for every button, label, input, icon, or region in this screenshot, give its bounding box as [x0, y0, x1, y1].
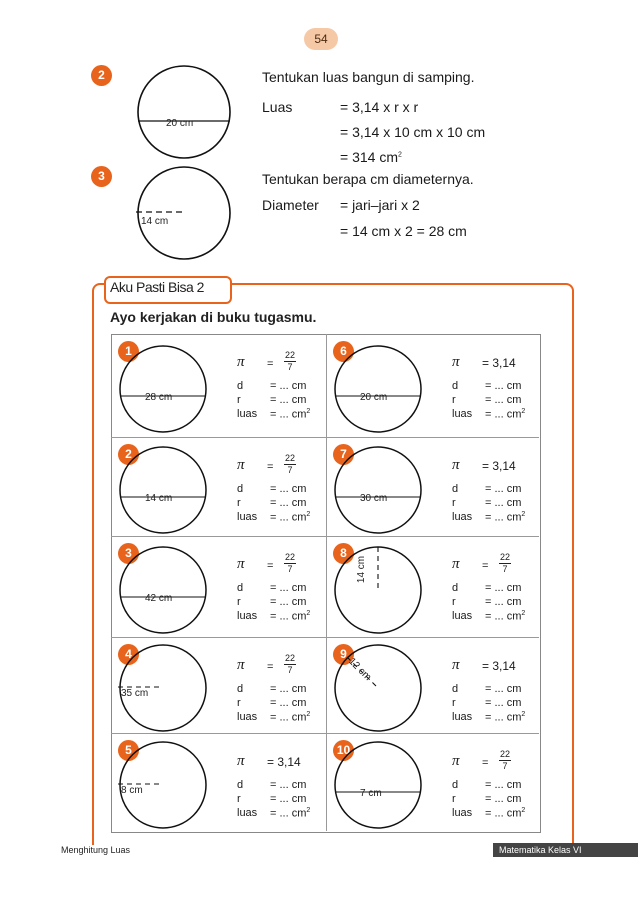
- formula-row-label: r: [237, 596, 241, 608]
- formula-row-answer: = ... cm: [270, 497, 307, 509]
- formula-row-answer: = ... $cm^2$: [270, 610, 311, 623]
- grid-divider: [111, 733, 539, 734]
- pi-symbol: π: [452, 457, 460, 473]
- formula-row-answer: = ... cm: [270, 596, 307, 608]
- exercise-measure-label: 8 cm: [121, 785, 143, 796]
- pi-fraction-denominator: 7: [287, 362, 293, 372]
- formula-row-label: d: [452, 582, 459, 594]
- formula-row-answer: = ... cm: [485, 497, 522, 509]
- example-2-step-3: = 314 $cm^2$: [340, 149, 402, 165]
- grid-divider: [111, 637, 539, 638]
- section-instruction: Ayo kerjakan di buku tugasmu.: [110, 309, 317, 325]
- example-2-prompt: Tentukan luas bangun di samping.: [262, 69, 475, 85]
- exercise-measure-label: 20 cm: [360, 391, 388, 403]
- formula-row-label: d: [237, 380, 244, 392]
- pi-fraction-numerator: 22: [284, 453, 295, 463]
- section-title: Aku Pasti Bisa 2: [110, 279, 204, 295]
- formula-row-answer: = ... $cm^2$: [270, 711, 311, 724]
- pi-equals: =: [482, 757, 489, 769]
- grid-divider: [326, 334, 327, 831]
- pi-fraction-numerator: 22: [499, 552, 510, 562]
- formula-row-label: luas: [237, 511, 258, 523]
- example-3-step-1: = jari–jari x 2: [340, 197, 420, 213]
- exercise-number-badge: 2: [118, 444, 139, 465]
- formula-row-label: r: [452, 697, 456, 709]
- formula-row-label: d: [452, 779, 459, 791]
- formula-row-label: r: [237, 697, 241, 709]
- exercise-circle: [118, 545, 208, 635]
- pi-symbol: π: [452, 556, 460, 572]
- formula-row-answer: = ... $cm^2$: [485, 807, 526, 820]
- formula-row-answer: = ... cm: [485, 380, 522, 392]
- pi-symbol: π: [237, 657, 245, 673]
- formula-row-answer: = ... cm: [270, 380, 307, 392]
- exercise-measure-label: 12 cm: [346, 655, 374, 684]
- formula-row-label: r: [237, 793, 241, 805]
- formula-row-answer: = ... cm: [485, 394, 522, 406]
- pi-equals: =: [267, 461, 274, 473]
- pi-fraction-denominator: 7: [287, 465, 293, 475]
- formula-row-label: d: [452, 683, 459, 695]
- pi-decimal: = 3,14: [267, 755, 301, 769]
- pi-equals: =: [267, 358, 274, 370]
- pi-symbol: π: [237, 354, 245, 370]
- exercise-circle: [333, 545, 423, 635]
- pi-fraction-denominator: 7: [502, 761, 508, 771]
- formula-row-label: luas: [452, 610, 473, 622]
- pi-fraction-numerator: 22: [284, 350, 295, 360]
- formula-row-answer: = ... $cm^2$: [485, 711, 526, 724]
- example-3-prompt: Tentukan berapa cm diameternya.: [262, 171, 474, 187]
- pi-decimal: = 3,14: [482, 356, 516, 370]
- formula-row-label: r: [237, 497, 241, 509]
- exercise-number-badge: 5: [118, 740, 139, 761]
- exercise-circle: [333, 740, 423, 830]
- formula-row-label: luas: [452, 408, 473, 420]
- formula-row-answer: = ... cm: [485, 697, 522, 709]
- exercise-measure-label: 14 cm: [356, 555, 368, 583]
- formula-row-label: luas: [452, 511, 473, 523]
- example-2-step-1: = 3,14 x r x r: [340, 99, 419, 115]
- pi-fraction-numerator: 22: [284, 653, 295, 663]
- formula-row-answer: = ... $cm^2$: [270, 408, 311, 421]
- formula-row-label: r: [452, 497, 456, 509]
- exercise-number-badge: 9: [333, 644, 354, 665]
- formula-row-answer: = ... cm: [270, 779, 307, 791]
- pi-symbol: π: [237, 556, 245, 572]
- formula-row-answer: = ... cm: [485, 596, 522, 608]
- formula-row-answer: = ... cm: [485, 779, 522, 791]
- formula-row-answer: = ... $cm^2$: [485, 511, 526, 524]
- example-2-diameter-label: 20 cm: [166, 118, 194, 129]
- exercise-number-badge: 10: [333, 740, 354, 761]
- exercise-measure-label: 30 cm: [360, 492, 388, 504]
- footer-chapter: Menghitung Luas: [61, 845, 131, 855]
- pi-symbol: π: [452, 657, 460, 673]
- formula-row-label: d: [237, 683, 244, 695]
- formula-row-answer: = ... cm: [270, 793, 307, 805]
- exercise-number-badge: 4: [118, 644, 139, 665]
- pi-equals: =: [267, 560, 274, 572]
- exercise-circle: [333, 344, 423, 434]
- formula-row-label: r: [452, 596, 456, 608]
- footer-book-title: Matematika Kelas VI: [493, 843, 638, 857]
- formula-row-label: d: [237, 582, 244, 594]
- formula-row-label: d: [237, 483, 244, 495]
- exercise-number-badge: 1: [118, 341, 139, 362]
- formula-row-label: luas: [237, 711, 258, 723]
- formula-row-label: luas: [237, 610, 258, 622]
- formula-row-label: d: [452, 483, 459, 495]
- formula-row-answer: = ... cm: [485, 582, 522, 594]
- exercise-measure-label: 7 cm: [360, 788, 382, 799]
- formula-row-answer: = ... cm: [270, 483, 307, 495]
- pi-symbol: π: [452, 354, 460, 370]
- pi-symbol: π: [452, 753, 460, 769]
- formula-row-label: luas: [237, 807, 258, 819]
- pi-fraction-numerator: 22: [284, 552, 295, 562]
- example-number-badge: 3: [91, 166, 112, 187]
- grid-divider: [111, 437, 539, 438]
- pi-decimal: = 3,14: [482, 659, 516, 673]
- formula-row-answer: = ... $cm^2$: [485, 610, 526, 623]
- pi-fraction-numerator: 22: [499, 749, 510, 759]
- exercise-number-badge: 8: [333, 543, 354, 564]
- formula-row-answer: = ... cm: [485, 483, 522, 495]
- pi-symbol: π: [237, 457, 245, 473]
- grid-divider: [111, 536, 539, 537]
- formula-row-label: d: [452, 380, 459, 392]
- pi-equals: =: [267, 661, 274, 673]
- example-2-step-2: = 3,14 x 10 cm x 10 cm: [340, 124, 486, 140]
- exercise-number-badge: 6: [333, 341, 354, 362]
- exercise-number-badge: 3: [118, 543, 139, 564]
- pi-symbol: π: [237, 753, 245, 769]
- exercise-measure-label: 28 cm: [145, 391, 173, 403]
- formula-row-label: luas: [452, 711, 473, 723]
- formula-row-answer: = ... $cm^2$: [270, 807, 311, 820]
- pi-fraction-denominator: 7: [287, 564, 293, 574]
- exercise-number-badge: 7: [333, 444, 354, 465]
- formula-row-label: luas: [452, 807, 473, 819]
- exercise-circle: [333, 445, 423, 535]
- example-2-circle: [136, 64, 232, 160]
- pi-equals: =: [482, 560, 489, 572]
- exercise-measure-label: 35 cm: [121, 688, 149, 699]
- formula-row-label: r: [237, 394, 241, 406]
- exercise-circle: [118, 445, 208, 535]
- formula-row-answer: = ... $cm^2$: [485, 408, 526, 421]
- exercise-circle: [333, 643, 423, 733]
- example-3-circle: [136, 165, 232, 261]
- formula-row-label: d: [237, 779, 244, 791]
- formula-row-label: luas: [237, 408, 258, 420]
- example-2-luas-label: Luas: [262, 99, 293, 115]
- formula-row-answer: = ... cm: [270, 697, 307, 709]
- formula-row-answer: = ... cm: [270, 683, 307, 695]
- pi-decimal: = 3,14: [482, 459, 516, 473]
- formula-row-answer: = ... $cm^2$: [270, 511, 311, 524]
- pi-fraction-denominator: 7: [502, 564, 508, 574]
- example-3-step-2: = 14 cm x 2 = 28 cm: [340, 223, 467, 239]
- exercise-measure-label: 42 cm: [145, 592, 173, 604]
- formula-row-answer: = ... cm: [485, 793, 522, 805]
- pi-fraction-denominator: 7: [287, 665, 293, 675]
- example-3-radius-label: 14 cm: [141, 216, 169, 227]
- formula-row-answer: = ... cm: [270, 394, 307, 406]
- formula-row-label: r: [452, 394, 456, 406]
- example-3-diameter-label: Diameter: [262, 197, 319, 213]
- example-number-badge: 2: [91, 65, 112, 86]
- exercise-circle: [118, 344, 208, 434]
- formula-row-answer: = ... cm: [485, 683, 522, 695]
- page-number: 54: [304, 28, 338, 50]
- exercise-measure-label: 14 cm: [145, 492, 173, 504]
- formula-row-label: r: [452, 793, 456, 805]
- formula-row-answer: = ... cm: [270, 582, 307, 594]
